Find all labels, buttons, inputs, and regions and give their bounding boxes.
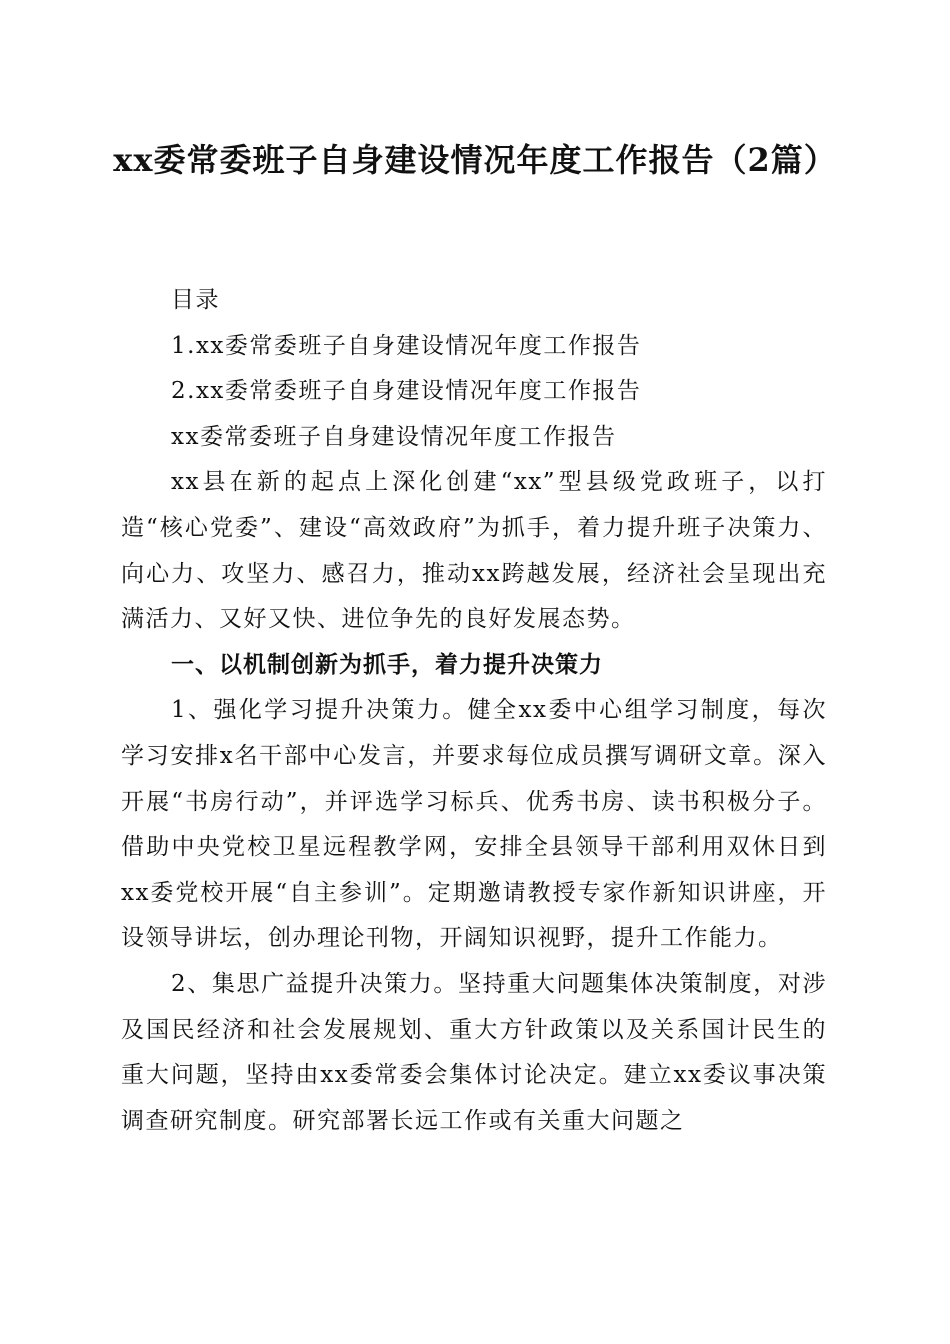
toc-label: 目录 [171, 287, 220, 313]
paragraph-2: 2、集思广益提升决策力。坚持重大问题集体决策制度，对涉及国民经济和社会发展规划、重大方针政策以及关系国计民生的重大问题，坚持由xx委常委会集体讨论决定。建立xx委议事决策调查研究制度。研究部署长远工作或有关重大问题之 [121, 970, 827, 1134]
intro-paragraph: xx县在新的起点上深化创建“xx”型县级党政班子，以打造“核心党委”、建设“高效政府”为抓手，着力提升班子决策力、向心力、攻坚力、感召力，推动xx跨越发展，经济社会呈现出充满活力、又好又快、进位争先的良好发展态势。 [121, 469, 827, 633]
document-title: xx委常委班子自身建设情况年度工作报告（2篇） [113, 141, 837, 179]
toc-item-2: 2.xx委常委班子自身建设情况年度工作报告 [171, 378, 642, 405]
section-heading-1: 一、以机制创新为抓手，着力提升决策力 [171, 651, 603, 678]
paragraph-1: 1、强化学习提升决策力。健全xx委中心组学习制度，每次学习安排x名干部中心发言，并要求每位成员撰写调研文章。深入开展“书房行动”，并评选学习标兵、优秀书房、读书积极分子。借助中央党校卫星远程教学网，安排全县领导干部利用双休日到xx委党校开展“自主参训”。定期邀请教授专家作新知识讲座，开设领导讲坛，创办理论刊物，开阔知识视野，提升工作能力。 [121, 697, 827, 952]
section-title: xx委常委班子自身建设情况年度工作报告 [171, 423, 617, 450]
toc-item-1: 1.xx委常委班子自身建设情况年度工作报告 [171, 332, 642, 359]
document-body [121, 278, 827, 1144]
